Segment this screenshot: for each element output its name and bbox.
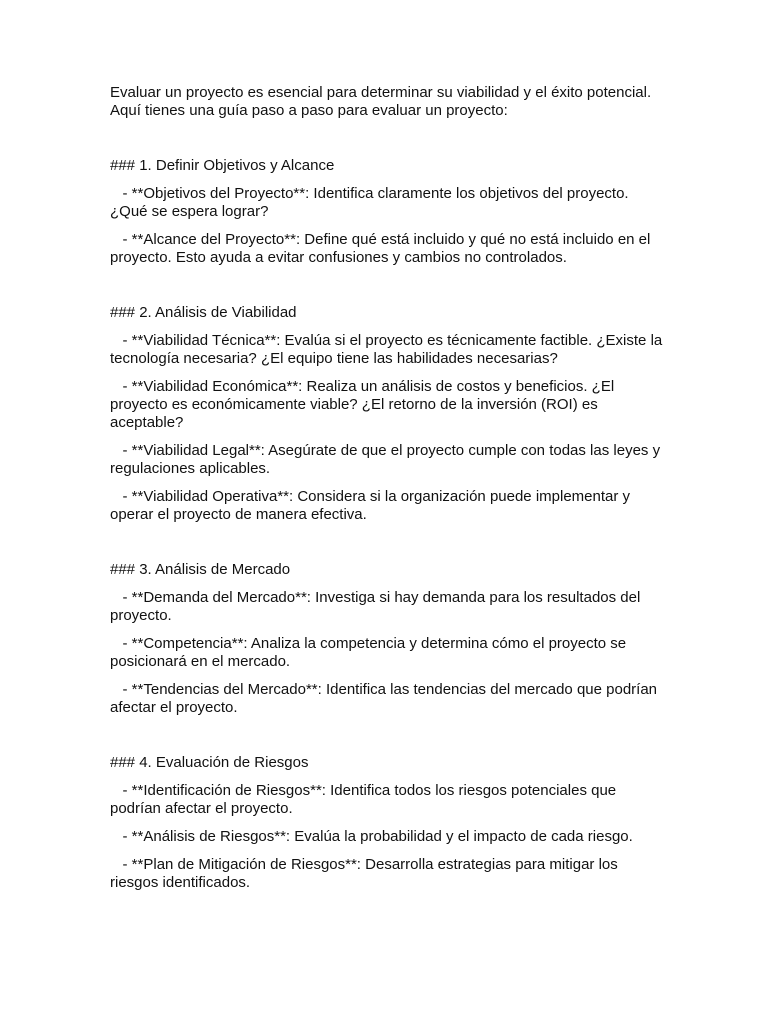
section-definir-objetivos xyxy=(110,157,670,267)
section-analisis-mercado xyxy=(110,561,670,717)
document-page xyxy=(110,84,670,892)
list-item: - **Viabilidad Legal**: Asegúrate de que el proyecto cumple con todas las leyes y regulaciones aplicables. xyxy=(110,442,665,477)
section-heading: ### 4. Evaluación de Riesgos xyxy=(110,754,309,771)
list-item: - **Alcance del Proyecto**: Define qué está incluido y qué no está incluido en el proyecto. Esto ayuda a evitar confusiones y cambios no controlados. xyxy=(110,231,655,266)
list-item: - **Viabilidad Técnica**: Evalúa si el proyecto es técnicamente factible. ¿Existe la tecnología necesaria? ¿El equipo tiene las habilidades necesarias? xyxy=(110,332,667,367)
section-heading: ### 3. Análisis de Mercado xyxy=(110,561,291,578)
section-analisis-viabilidad xyxy=(110,304,670,524)
section-evaluacion-riesgos xyxy=(110,754,670,892)
section-heading: ### 2. Análisis de Viabilidad xyxy=(110,304,297,321)
list-item: - **Identificación de Riesgos**: Identifica todos los riesgos potenciales que podrían afectar el proyecto. xyxy=(110,782,621,817)
list-item: - **Viabilidad Operativa**: Considera si la organización puede implementar y operar el proyecto de manera efectiva. xyxy=(110,488,635,523)
list-item: - **Viabilidad Económica**: Realiza un análisis de costos y beneficios. ¿El proyecto es económicamente viable? ¿El retorno de la inversión (ROI) es aceptable? xyxy=(110,378,619,431)
list-item: - **Análisis de Riesgos**: Evalúa la probabilidad y el impacto de cada riesgo. xyxy=(110,828,633,845)
list-item: - **Demanda del Mercado**: Investiga si hay demanda para los resultados del proyecto. xyxy=(110,589,645,624)
list-item: - **Objetivos del Proyecto**: Identifica claramente los objetivos del proyecto. ¿Qué se espera lograr? xyxy=(110,185,633,220)
section-heading: ### 1. Definir Objetivos y Alcance xyxy=(110,157,335,174)
list-item: - **Tendencias del Mercado**: Identifica las tendencias del mercado que podrían afectar el proyecto. xyxy=(110,681,662,716)
intro-paragraph: Evaluar un proyecto es esencial para determinar su viabilidad y el éxito potencial. Aquí tienes una guía paso a paso para evaluar un proyecto: xyxy=(110,84,652,119)
list-item: - **Competencia**: Analiza la competencia y determina cómo el proyecto se posicionará en el mercado. xyxy=(110,635,631,670)
list-item: - **Plan de Mitigación de Riesgos**: Desarrolla estrategias para mitigar los riesgos identificados. xyxy=(110,856,622,891)
